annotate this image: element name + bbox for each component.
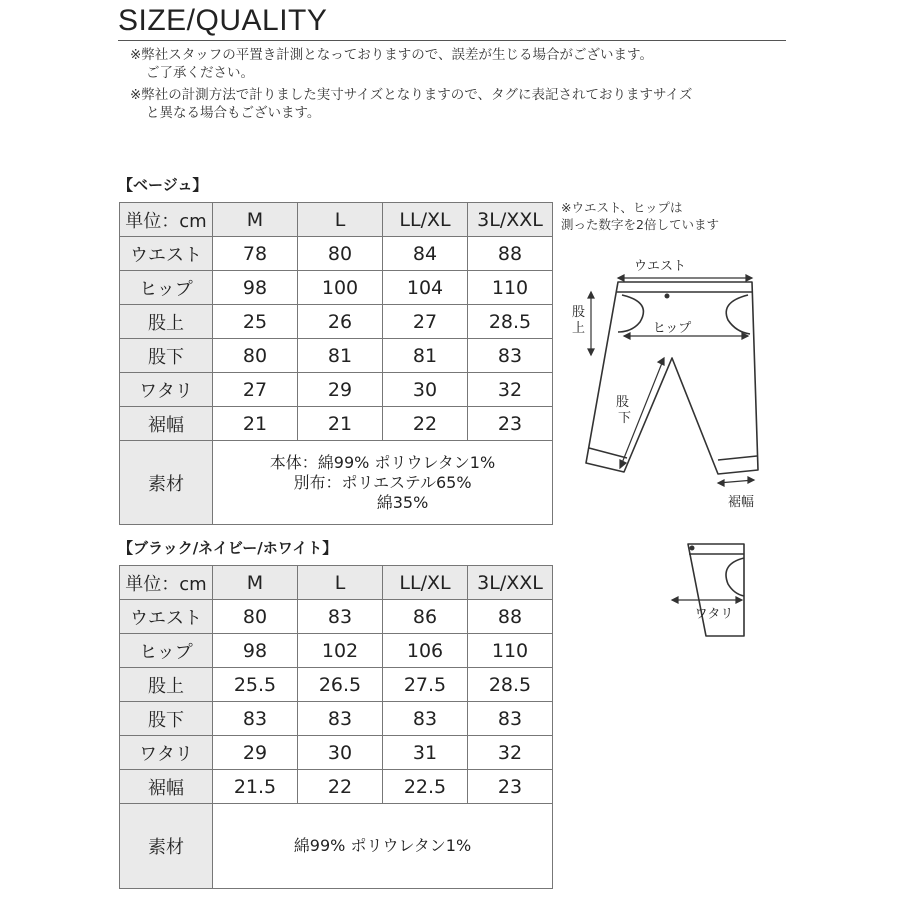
table-row xyxy=(120,600,553,634)
size-header-ll: LL/XL xyxy=(383,566,468,600)
cell: 22 xyxy=(298,770,383,804)
size-header-ll: LL/XL xyxy=(383,203,468,237)
row-label: 股上 xyxy=(120,305,213,339)
diagram-note-line-2: 測った数字を2倍しています xyxy=(561,217,719,232)
others-section-title: 【ブラック/ネイビー/ホワイト】 xyxy=(118,539,338,557)
row-label: 裾幅 xyxy=(120,770,213,804)
cell: 27 xyxy=(383,305,468,339)
cell: 83 xyxy=(298,702,383,736)
material-label: 素材 xyxy=(120,804,213,889)
cell: 28.5 xyxy=(468,305,553,339)
title-divider xyxy=(118,40,786,41)
material-row xyxy=(120,804,553,889)
inseam-label-1: 股 xyxy=(616,395,630,410)
note-1-line-1: ※弊社スタッフの平置き計測となっておりますので、誤差が生じる場合がございます。 xyxy=(130,47,653,63)
row-label: ウエスト xyxy=(120,600,213,634)
cell: 32 xyxy=(468,373,553,407)
cell: 83 xyxy=(468,339,553,373)
left-hem xyxy=(589,448,627,458)
size-header-m: M xyxy=(213,566,298,600)
cell: 21.5 xyxy=(213,770,298,804)
beige-size-table xyxy=(119,202,553,525)
cell: 88 xyxy=(468,600,553,634)
row-label: 股上 xyxy=(120,668,213,702)
waist-label: ウエスト xyxy=(633,259,687,274)
cell: 30 xyxy=(383,373,468,407)
diagram-note-line-1: ※ウエスト、ヒップは xyxy=(561,200,683,215)
row-label: ヒップ xyxy=(120,634,213,668)
row-label: 裾幅 xyxy=(120,407,213,441)
row-label: ウエスト xyxy=(120,237,213,271)
cell: 22.5 xyxy=(383,770,468,804)
others-size-table xyxy=(119,565,553,889)
table-row xyxy=(120,702,553,736)
cell: 81 xyxy=(383,339,468,373)
cell: 110 xyxy=(468,271,553,305)
size-header-m: M xyxy=(213,203,298,237)
unit-header: 単位：cm xyxy=(120,566,213,600)
cell: 81 xyxy=(298,339,383,373)
cell: 32 xyxy=(468,736,553,770)
cell: 28.5 xyxy=(468,668,553,702)
cell: 98 xyxy=(213,271,298,305)
cell: 83 xyxy=(468,702,553,736)
row-label: 股下 xyxy=(120,702,213,736)
cell: 83 xyxy=(213,702,298,736)
thigh-label: ワタリ xyxy=(694,607,734,622)
table-row xyxy=(120,770,553,804)
material-value: 綿99% ポリウレタン1% xyxy=(213,804,553,889)
note-2 xyxy=(130,86,692,122)
material-value xyxy=(213,441,553,525)
cell: 29 xyxy=(213,736,298,770)
beige-section-title: 【ベージュ】 xyxy=(118,176,208,194)
thigh-pocket xyxy=(726,558,744,596)
waist-button-icon xyxy=(665,294,670,299)
unit-header: 単位：cm xyxy=(120,203,213,237)
cell: 29 xyxy=(298,373,383,407)
note-1 xyxy=(130,46,692,82)
cell: 21 xyxy=(213,407,298,441)
size-header-3l: 3L/XXL xyxy=(468,203,553,237)
cell: 22 xyxy=(383,407,468,441)
right-pocket xyxy=(726,295,750,334)
row-label: ワタリ xyxy=(120,373,213,407)
table-header-row xyxy=(120,566,553,600)
hem-label: 裾幅 xyxy=(728,495,755,510)
diagram-note xyxy=(561,199,719,233)
material-row xyxy=(120,441,553,525)
material-line-1: 本体：綿99% ポリウレタン1% xyxy=(269,452,496,472)
cell: 86 xyxy=(383,600,468,634)
thigh-outline xyxy=(688,544,744,636)
cell: 27.5 xyxy=(383,668,468,702)
table-row xyxy=(120,373,553,407)
cell: 102 xyxy=(298,634,383,668)
cell: 88 xyxy=(468,237,553,271)
table-row xyxy=(120,339,553,373)
cell: 84 xyxy=(383,237,468,271)
cell: 30 xyxy=(298,736,383,770)
cell: 80 xyxy=(298,237,383,271)
table-row xyxy=(120,668,553,702)
table-row xyxy=(120,736,553,770)
table-header-row xyxy=(120,203,553,237)
cell: 23 xyxy=(468,407,553,441)
cell: 23 xyxy=(468,770,553,804)
cell: 110 xyxy=(468,634,553,668)
cell: 83 xyxy=(383,702,468,736)
note-2-line-2: と異なる場合もございます。 xyxy=(146,105,321,121)
cell: 21 xyxy=(298,407,383,441)
cell: 80 xyxy=(213,600,298,634)
cell: 25.5 xyxy=(213,668,298,702)
table-row xyxy=(120,634,553,668)
note-1-line-2: ご了承ください。 xyxy=(146,65,254,81)
pants-outline xyxy=(586,282,758,474)
cell: 98 xyxy=(213,634,298,668)
material-line-2: 別布：ポリエステル65% xyxy=(293,472,472,492)
row-label: ヒップ xyxy=(120,271,213,305)
rise-label-1: 股 xyxy=(572,305,586,320)
material-label: 素材 xyxy=(120,441,213,525)
hip-label: ヒップ xyxy=(652,321,692,336)
page-title: SIZE/QUALITY xyxy=(118,4,328,37)
note-2-line-1: ※弊社の計測方法で計りました実寸サイズとなりますので、タグに表記されておりますサイズ xyxy=(130,87,693,103)
cell: 27 xyxy=(213,373,298,407)
table-row xyxy=(120,271,553,305)
rise-label-2: 上 xyxy=(572,321,586,336)
cell: 80 xyxy=(213,339,298,373)
cell: 106 xyxy=(383,634,468,668)
row-label: ワタリ xyxy=(120,736,213,770)
cell: 26 xyxy=(298,305,383,339)
left-pocket xyxy=(618,295,643,332)
material-line-3: 綿35% xyxy=(376,492,429,512)
thigh-measurement-diagram xyxy=(662,540,762,645)
cell: 26.5 xyxy=(298,668,383,702)
cell: 104 xyxy=(383,271,468,305)
cell: 83 xyxy=(298,600,383,634)
size-header-3l: 3L/XXL xyxy=(468,566,553,600)
thigh-button-icon xyxy=(690,546,695,551)
table-row xyxy=(120,237,553,271)
notes xyxy=(130,46,692,126)
inseam-label-2: 下 xyxy=(618,411,632,426)
cell: 78 xyxy=(213,237,298,271)
cell: 31 xyxy=(383,736,468,770)
right-hem xyxy=(718,456,757,460)
table-row xyxy=(120,305,553,339)
table-row xyxy=(120,407,553,441)
row-label: 股下 xyxy=(120,339,213,373)
pants-measurement-diagram xyxy=(560,240,780,530)
size-header-l: L xyxy=(298,566,383,600)
cell: 100 xyxy=(298,271,383,305)
cell: 25 xyxy=(213,305,298,339)
size-header-l: L xyxy=(298,203,383,237)
